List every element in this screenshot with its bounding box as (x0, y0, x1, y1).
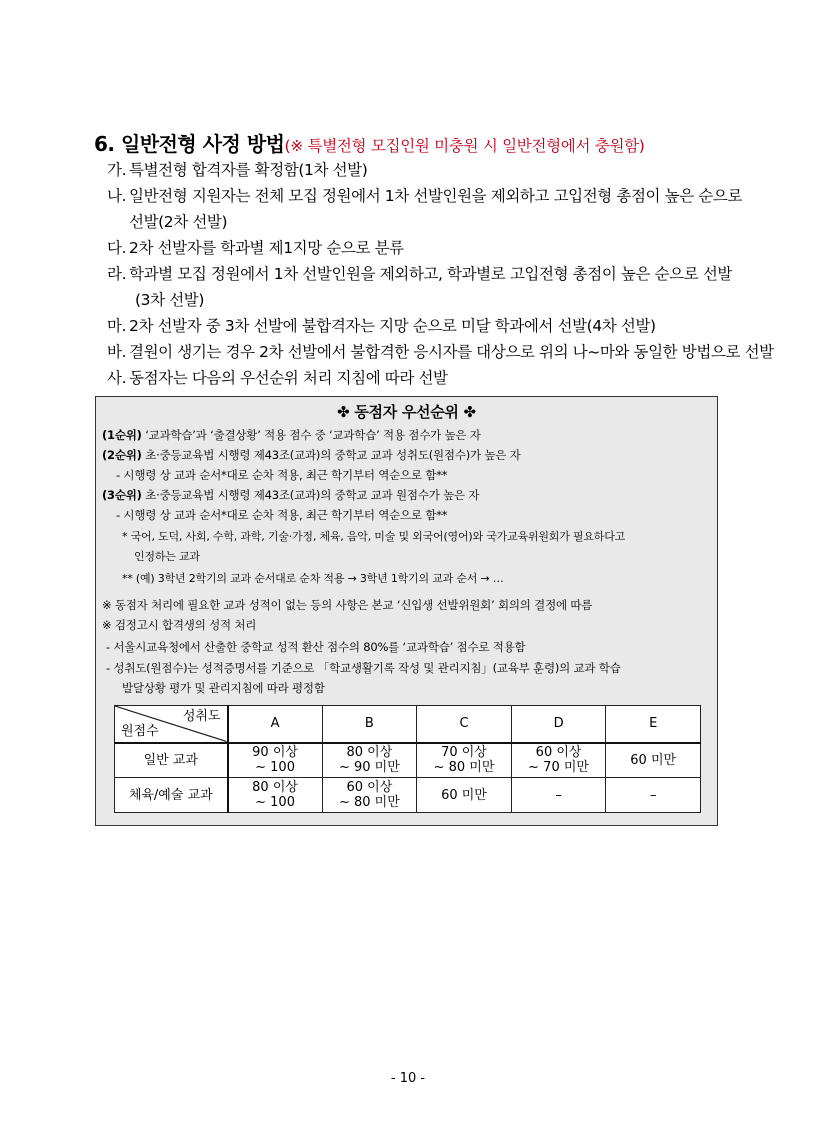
grade-header-d: D (511, 706, 606, 743)
table-cell: 60 이상 ~ 70 미만 (511, 743, 606, 778)
footnote-1: * 국어, 도덕, 사회, 수학, 과학, 기술·가정, 체육, 음악, 미술 및 외국어(영어)와 국가교육위원회가 필요하다고 (122, 530, 626, 543)
table-cell: 60 미만 (606, 743, 701, 778)
note-1: ※ 동점자 처리에 필요한 교과 성적이 없는 등의 사항은 본교 ‘신입생 선발위원회’ 회의의 결정에 따름 (102, 598, 593, 612)
section-title: 6. 일반전형 사정 방법 (94, 132, 285, 156)
note-2-a: - 서울시교육청에서 산출한 중학교 성적 환산 점수의 80%를 ‘교과학습’ 점수로 적용함 (106, 640, 526, 654)
step-sa: 사. 동점자는 다음의 우선순위 처리 지침에 따라 선발 (107, 369, 448, 387)
step-ba: 바. 결원이 생기는 경우 2차 선발에서 불합격한 응시자를 대상으로 위의 나~마와 동일한 방법으로 선발 (107, 343, 774, 361)
section-heading (94, 128, 645, 157)
grade-header-row (115, 706, 701, 743)
table-cell: 60 미만 (417, 778, 512, 813)
row-label-general: 일반 교과 (115, 743, 228, 778)
footnote-2: ** (예) 3학년 2학기의 교과 순서대로 순차 적용 → 3학년 1학기의 교과 순서 → … (122, 572, 504, 585)
step-ma: 마. 2차 선발자 중 3차 선발에 불합격자는 지망 순으로 미달 학과에서 선발(4차 선발) (107, 317, 656, 335)
priority-1: (1순위) ‘교과학습’과 ‘출결상황’ 적용 점수 중 ‘교과학습’ 적용 점수가 높은 자 (102, 428, 481, 442)
table-cell: 90 이상 ~ 100 (228, 743, 323, 778)
grade-header-c: C (417, 706, 512, 743)
note-2-b: - 성취도(원점수)는 성적증명서를 기준으로 「학교생활기록 작성 및 관리지침」(교육부 훈령)의 교과 학습 (106, 661, 621, 675)
table-cell: 70 이상 ~ 80 미만 (417, 743, 512, 778)
tie-break-box (95, 396, 718, 826)
step-na-cont: 선발(2차 선발) (129, 213, 228, 231)
table-cell: 80 이상 ~ 90 미만 (322, 743, 417, 778)
grade-table (114, 705, 701, 813)
section-note: (※ 특별전형 모집인원 미충원 시 일반전형에서 충원함) (284, 137, 645, 155)
step-ra-cont: (3차 선발) (135, 291, 205, 309)
table-cell: – (606, 778, 701, 813)
footnote-1-cont: 인정하는 교과 (134, 550, 200, 563)
grade-header-b: B (322, 706, 417, 743)
row-label-arts: 체육/예술 교과 (115, 778, 228, 813)
step-da: 다. 2차 선발자를 학과별 제1지망 순으로 분류 (107, 239, 404, 257)
grade-corner-cell (115, 706, 228, 743)
table-row (115, 743, 701, 778)
priority-2: (2순위) 초·중등교육법 시행령 제43조(교과)의 중학교 교과 성취도(원점수)가 높은 자 (102, 448, 521, 462)
step-ga: 가. 특별전형 합격자를 확정함(1차 선발) (107, 161, 368, 179)
table-cell: 60 이상 ~ 80 미만 (322, 778, 417, 813)
corner-bottom-label: 원점수 (121, 723, 159, 739)
step-na: 나. 일반전형 지원자는 전체 모집 정원에서 1차 선발인원을 제외하고 고입전형 총점이 높은 순으로 (107, 187, 743, 205)
priority-3: (3순위) 초·중등교육법 시행령 제43조(교과)의 중학교 교과 원점수가 높은 자 (102, 488, 480, 502)
table-cell: – (511, 778, 606, 813)
priority-2-sub: - 시행령 상 교과 순서*대로 순차 적용, 최근 학기부터 역순으로 함** (116, 468, 448, 482)
grade-header-a: A (228, 706, 323, 743)
page-number: - 10 - (390, 1071, 426, 1086)
note-2: ※ 검정고시 합격생의 성적 처리 (102, 618, 257, 632)
table-row (115, 778, 701, 813)
table-cell: 80 이상 ~ 100 (228, 778, 323, 813)
note-2-b-cont: 발달상황 평가 및 관리지침에 따라 평정함 (122, 681, 325, 695)
corner-top-label: 성취도 (182, 709, 221, 724)
tie-break-title: ✤ 동점자 우선순위 ✤ (337, 403, 476, 421)
priority-3-sub: - 시행령 상 교과 순서*대로 순차 적용, 최근 학기부터 역순으로 함** (116, 508, 448, 522)
grade-header-e: E (606, 706, 701, 743)
step-ra: 라. 학과별 모집 정원에서 1차 선발인원을 제외하고, 학과별로 고입전형 총점이 높은 순으로 선발 (107, 265, 732, 283)
